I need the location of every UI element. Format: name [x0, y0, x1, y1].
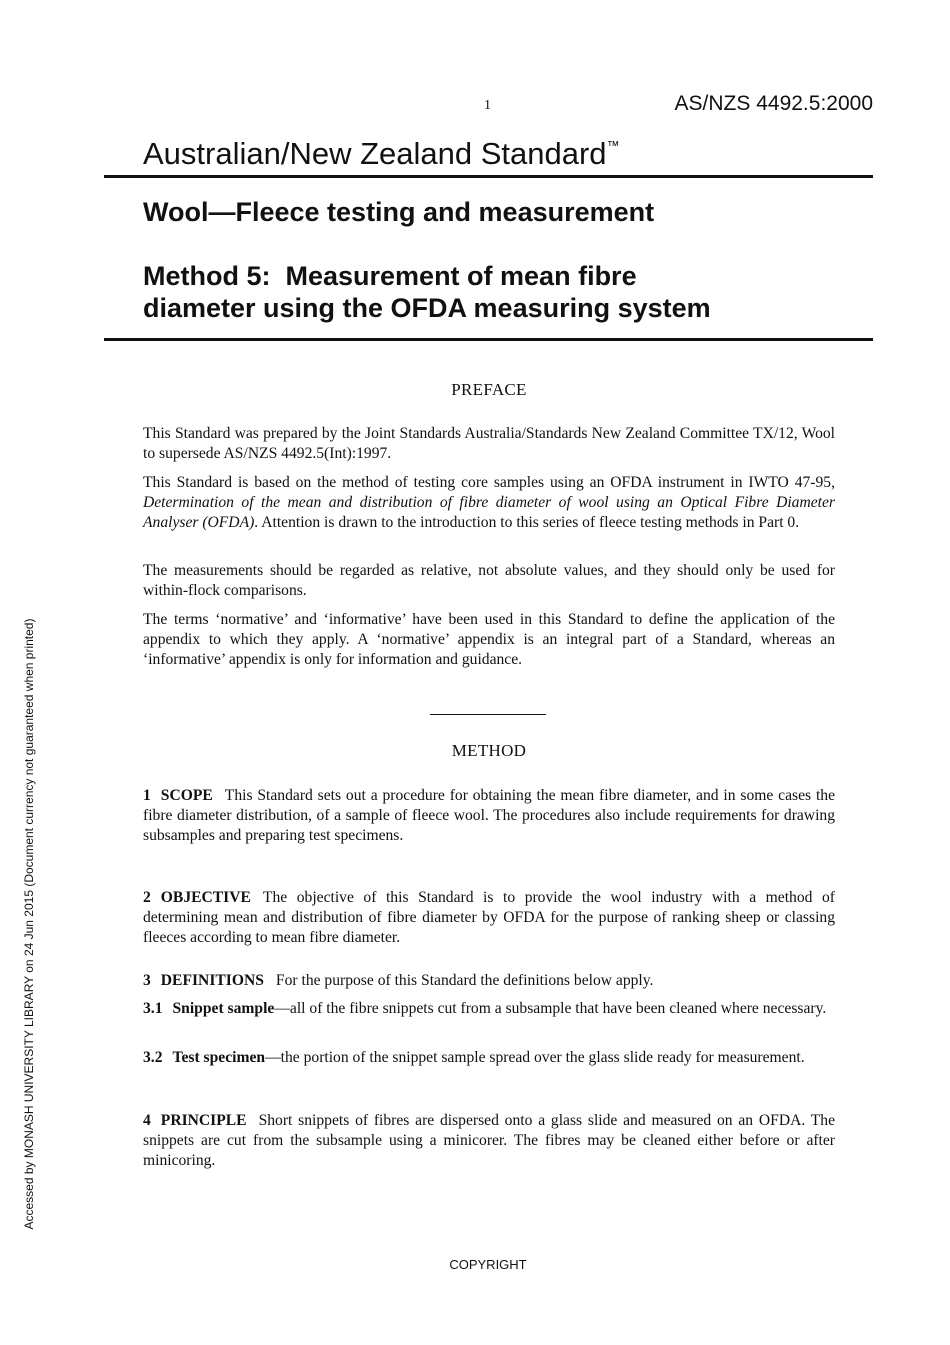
clause-objective-title: OBJECTIVE: [160, 889, 251, 906]
clause-objective: [143, 888, 835, 948]
clause-definitions: [143, 971, 835, 991]
clause-principle-title: PRINCIPLE: [160, 1112, 247, 1129]
access-side-note: Accessed by MONASH UNIVERSITY LIBRARY on 24 Jun 2015 (Document currency not guaranteed when printed): [22, 618, 36, 1230]
preface-paragraph-2-end: . Attention is drawn to the introduction to this series of fleece testing methods in Part 0.: [254, 514, 800, 531]
clause-scope-number: 1: [143, 787, 151, 804]
trademark-mark: ™: [606, 138, 620, 153]
clause-objective-number: 2: [143, 889, 151, 906]
series-title: Wool—Fleece testing and measurement: [143, 197, 655, 227]
definition-2-number: 3.2: [143, 1049, 163, 1066]
clause-scope-text: This Standard sets out a procedure for obtaining the mean fibre diameter, and in some cases the fibre diameter distribution, of a sample of fleece wool. The procedures also include requirements for drawing subsamples and preparing test specimens.: [143, 787, 835, 844]
standard-label-text: Australian/New Zealand Standard: [143, 136, 607, 171]
clause-principle: [143, 1111, 835, 1171]
preface-paragraph-4: The terms ‘normative’ and ‘informative’ have been used in this Standard to define the application of the appendix to which they apply. A ‘normative’ appendix is an integral part of a Standard, whereas an ‘informative’ appendix is only for information and guidance.: [143, 611, 835, 668]
clause-principle-text: Short snippets of fibres are dispersed onto a glass slide and measured on an OFDA. The snippets are cut from the subsample using a minicorer. The fibres may be cleaned either before or after minicoring.: [143, 1112, 835, 1169]
document-code: AS/NZS 4492.5:2000: [674, 92, 873, 115]
clause-objective-text: The objective of this Standard is to provide the wool industry with a method of determining mean and distribution of fibre diameter by OFDA for the purpose of ranking sheep or classing fleeces according to mean fibre diameter.: [143, 889, 835, 946]
method-title-line-2: diameter using the OFDA measuring system: [143, 293, 711, 323]
method-title-line-1: Method 5: Measurement of mean fibre: [143, 261, 637, 291]
definition-2-text: —the portion of the snippet sample spread over the glass slide ready for measurement.: [265, 1049, 805, 1066]
clause-definitions-number: 3: [143, 972, 151, 989]
preface-paragraph-3: The measurements should be regarded as relative, not absolute values, and they should only be used for within-flock comparisons.: [143, 562, 835, 599]
top-rule: [104, 175, 873, 178]
clause-definitions-title: DEFINITIONS: [160, 972, 264, 989]
method-title: [143, 260, 711, 324]
definition-test-specimen: [143, 1048, 835, 1068]
iwto-title-italic: Determination of the mean and distribution of fibre diameter of wool using an Optical Fibre Diameter Analyser (OFDA): [143, 494, 835, 531]
title-rule: [104, 338, 873, 341]
standard-label: [143, 136, 620, 172]
copyright-footer: COPYRIGHT: [449, 1257, 527, 1272]
clause-scope: [143, 786, 835, 846]
definition-2-term: Test specimen: [172, 1049, 266, 1066]
preface-paragraph-2: [143, 473, 835, 533]
definition-1-text: —all of the fibre snippets cut from a subsample that have been cleaned where necessary.: [274, 1000, 827, 1017]
definition-snippet-sample: [143, 999, 835, 1019]
clause-principle-number: 4: [143, 1112, 151, 1129]
definition-1-term: Snippet sample: [172, 1000, 275, 1017]
preface-paragraph-2-start: This Standard is based on the method of testing core samples using an OFDA instrument in IWTO 47-95,: [143, 474, 835, 491]
definition-1-number: 3.1: [143, 1000, 163, 1017]
clause-scope-title: SCOPE: [160, 787, 213, 804]
preface-heading: PREFACE: [451, 380, 527, 399]
section-divider: [430, 714, 546, 715]
clause-definitions-text: For the purpose of this Standard the definitions below apply.: [275, 972, 654, 989]
page-number: 1: [484, 98, 491, 113]
preface-paragraph-1: This Standard was prepared by the Joint Standards Australia/Standards New Zealand Committee TX/12, Wool to supersede AS/NZS 4492.5(Int):1997.: [143, 425, 835, 462]
method-heading: METHOD: [451, 741, 527, 760]
